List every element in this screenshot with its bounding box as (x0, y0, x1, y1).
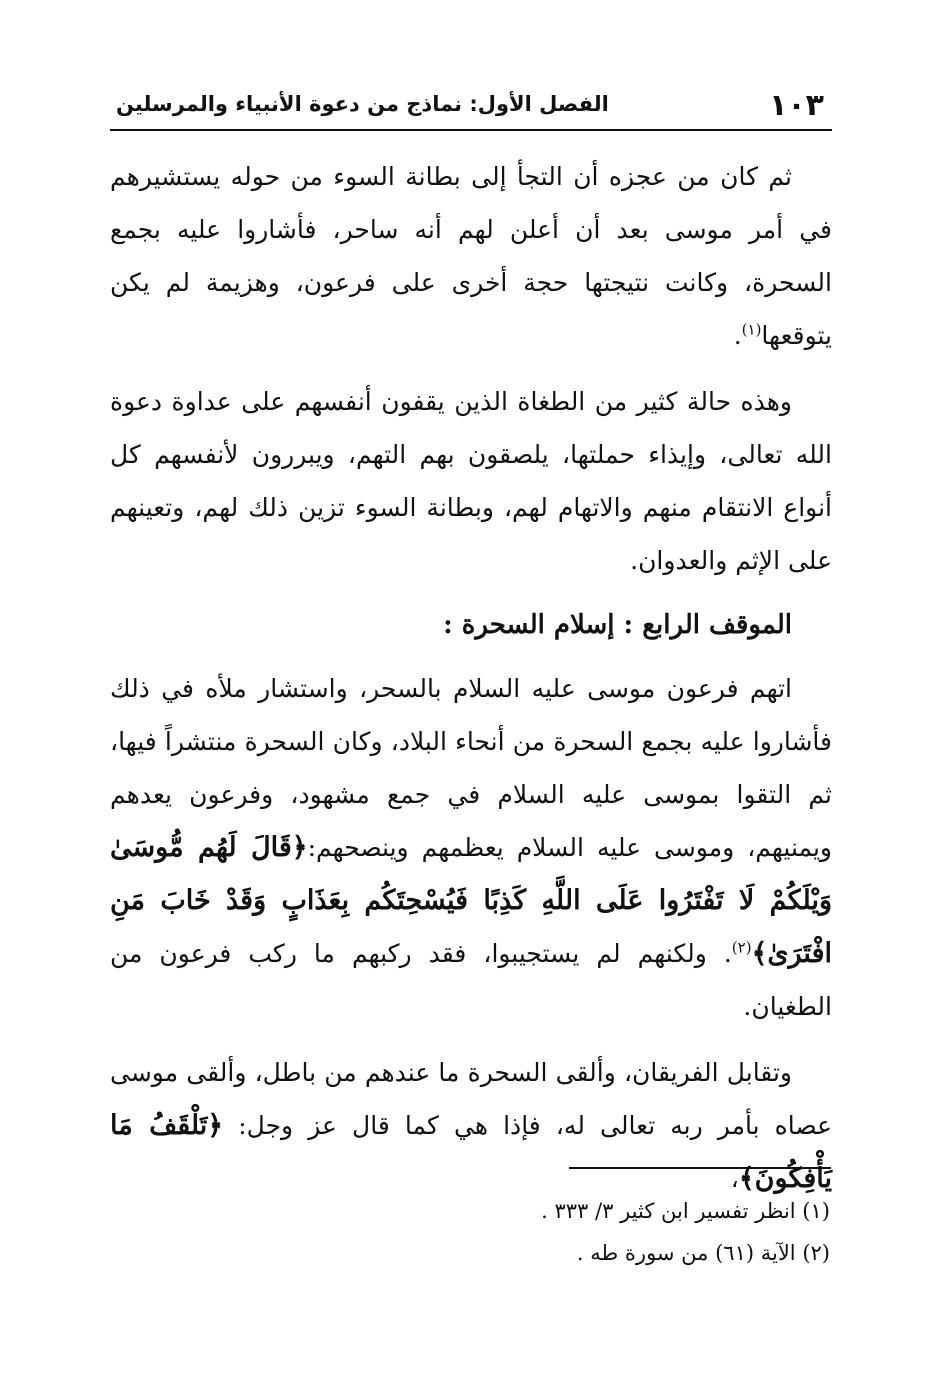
quran-verse-1: ﴿قَالَ لَهُم مُّوسَىٰ وَيْلَكُمْ لَا تَفْتَرُوا عَلَى اللَّهِ كَذِبًا فَيُسْحِتَكُم بِعَذَابٍ وَقَدْ خَابَ مَنِ افْتَرَىٰ﴾ (110, 832, 832, 969)
paragraph-4-end: ، (730, 1164, 739, 1193)
footnote-ref-1: (١) (741, 320, 762, 339)
paragraph-3 (110, 662, 832, 1033)
page-number: ١٠٣ (769, 88, 824, 123)
paragraph-1-end: . (733, 321, 742, 350)
footnote-2: (٢) الآية (٦١) من سورة طه . (576, 1241, 830, 1265)
main-text (110, 150, 832, 1218)
paragraph-3-end: . ولكنهم لم يستجيبوا، فقد ركبهم ما ركب فرعون من الطغيان. (110, 939, 832, 1021)
header-rule (110, 129, 832, 131)
paragraph-4 (110, 1046, 832, 1205)
page-header (110, 84, 830, 124)
running-title: الفصل الأول: نماذج من دعوة الأنبياء والمرسلين (116, 92, 609, 116)
paragraph-4-text: وتقابل الفريقان، وألقى السحرة ما عندهم من باطل، وألقى موسى عصاه بأمر ربه تعالى له، فإذا هي كما قال عز وجل: (110, 1058, 832, 1140)
footnote-1: (١) انظر تفسير ابن كثير ٣/ ٣٣٣ . (541, 1199, 830, 1223)
section-heading: الموقف الرابع : إسلام السحرة : (443, 610, 792, 640)
paragraph-1 (110, 150, 832, 362)
paragraph-1-text: ثم كان من عجزه أن التجأ إلى بطانة السوء من حوله يستشيرهم في أمر موسى بعد أن أعلن لهم أنه ساحر، فأشاروا عليه بجمع السحرة، وكانت نتيجتها حجة أخرى على فرعون، وهزيمة لم يكن يتوقعها (110, 162, 832, 350)
footnotes (110, 1190, 830, 1274)
paragraph-2: وهذه حالة كثير من الطغاة الذين يقفون أنفسهم على عداوة دعوة الله تعالى، وإيذاء حملتها، يلصقون بهم التهم، ويبررون لأنفسهم كل أنواع الانتقام منهم والاتهام لهم، وبطانة السوء تزين ذلك لهم، وتعينهم على الإثم والعدوان. (110, 387, 832, 575)
footnote-rule (569, 1167, 831, 1169)
quran-verse-2: ﴿تَلْقَفُ مَا يَأْفِكُونَ﴾ (110, 1110, 832, 1194)
paragraph-3-text: اتهم فرعون موسى عليه السلام بالسحر، واستشار ملأه في ذلك فأشاروا عليه بجمع السحرة من أنحاء البلاد، وكان السحرة منتشراً فيها، ثم التقوا بموسى عليه السلام في جمع مشهود، وفرعون يعدهم ويمنيهم، وموسى عليه السلام يعظمهم وينصحهم: (110, 674, 832, 862)
footnote-ref-2: (٢) (731, 938, 752, 957)
